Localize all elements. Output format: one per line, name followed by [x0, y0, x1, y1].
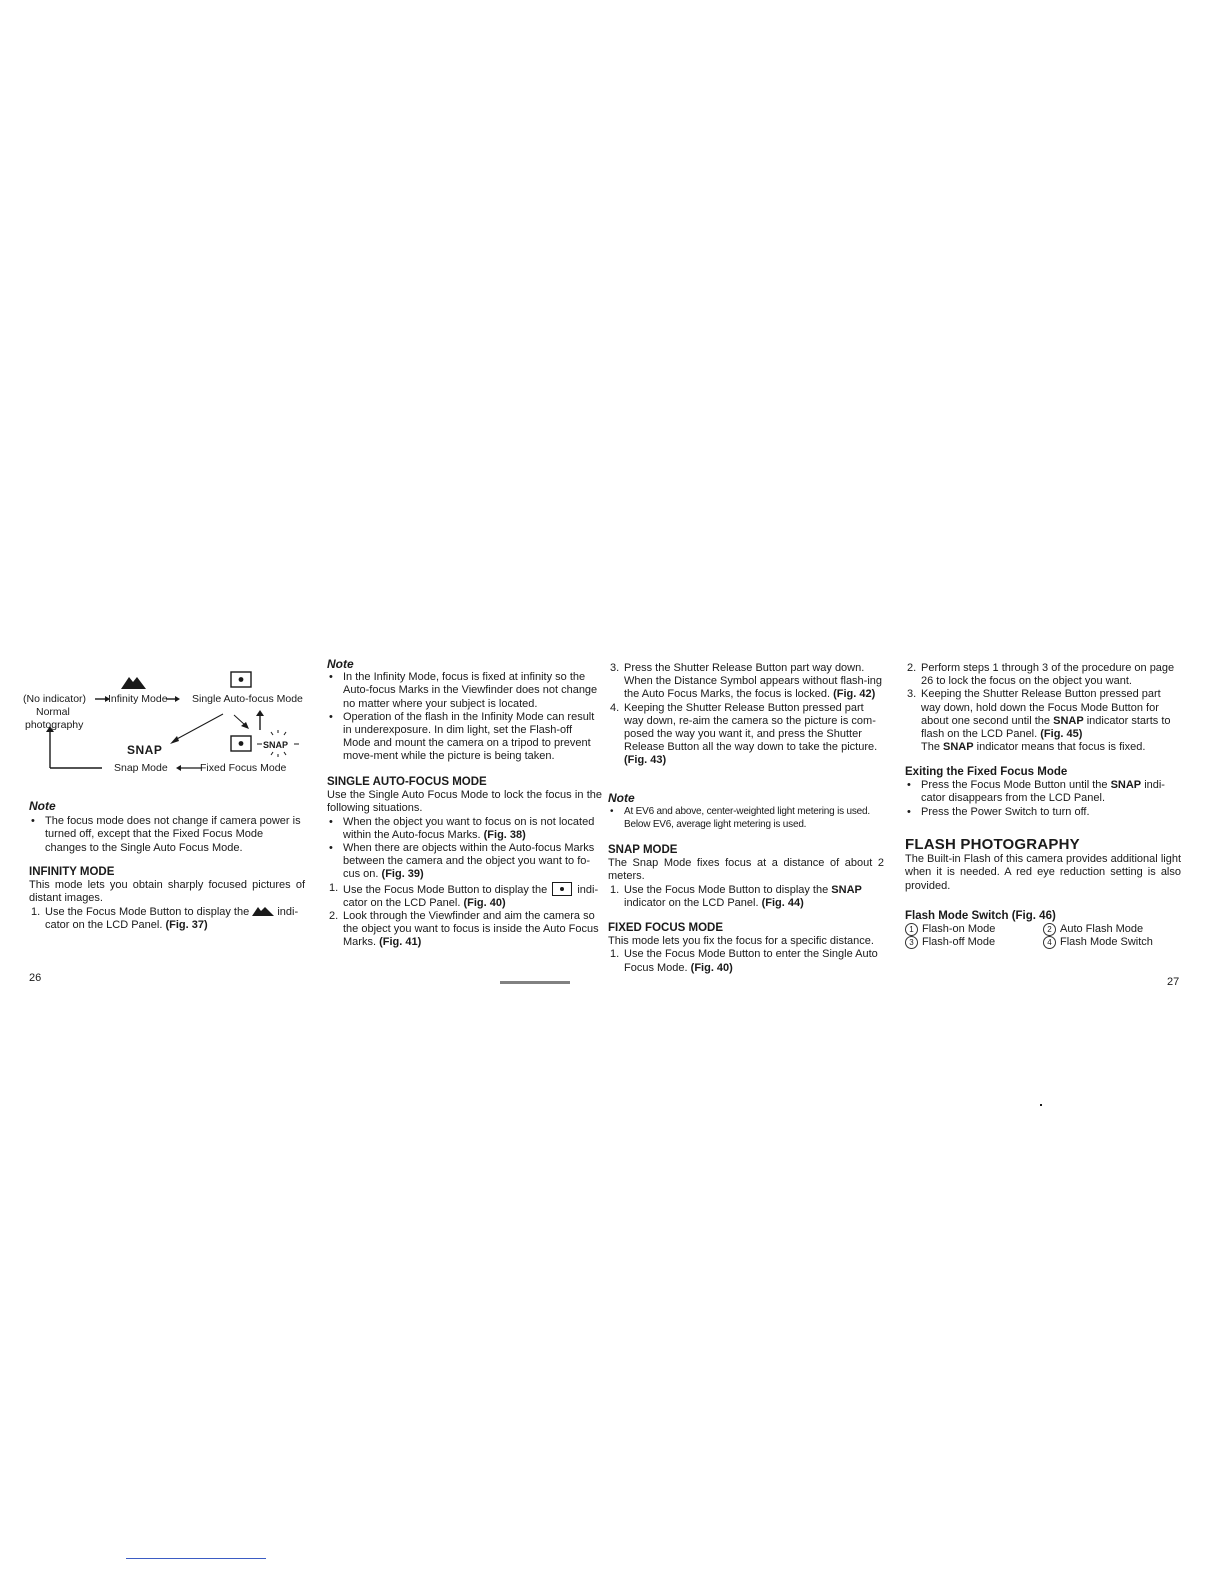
- snap-text: The Snap Mode fixes focus at a distance of about 2 meters.: [608, 857, 884, 883]
- fixed-focus-title: FIXED FOCUS MODE: [608, 922, 724, 934]
- snap-title: SNAP MODE: [608, 844, 678, 856]
- scan-artifact: [1040, 1104, 1042, 1106]
- snap-label: SNAP: [127, 743, 163, 757]
- note-bullet-1: • At EV6 and above, center-weighted light metering is used. Below EV6, average light metering is used.: [610, 806, 870, 831]
- flash-section: [905, 838, 1181, 893]
- note-title: Note: [327, 657, 354, 671]
- no-indicator-label: (No indicator): [23, 693, 87, 705]
- note-title: Note: [608, 791, 635, 805]
- legend-grid: [905, 923, 1181, 949]
- fixed-focus-text: This mode lets you fix the focus for a specific distance.: [608, 935, 874, 948]
- fixed-focus-step-2: 2. Perform steps 1 through 3 of the procedure on page 26 to lock the focus on the object you want.: [907, 662, 1175, 688]
- exit-fixed-focus-section: [905, 766, 1181, 819]
- single-af-step-1: 1. Use the Focus Mode Button to display the indi-cator on the LCD Panel. (Fig. 40): [329, 881, 599, 909]
- snap-step-1: 1. Use the Focus Mode Button to display the SNAP indicator on the LCD Panel. (Fig. 44): [610, 883, 862, 909]
- infinity-section: [29, 866, 305, 932]
- note-bullet-2: • Operation of the flash in the Infinity Mode can result in underexposure. In dim light, set the Flash-off Mode and mount the camera on a tripod to prevent move-ment while the picture is being taken.: [329, 710, 595, 763]
- af-mark-icon-2: [231, 736, 251, 751]
- fixed-focus-step-3: 3. Keeping the Shutter Release Button pressed part way down, hold down the Focus Mode Button for about one second until the SNAP indicator starts to flash on the LCD Panel. (Fig. 45) The SNAP indicator means that focus is fixed.: [907, 688, 1171, 754]
- legend-item: 3 Flash-off Mode: [905, 936, 1043, 949]
- legend-item: 1 Flash-on Mode: [905, 923, 1043, 936]
- col4-steps: [905, 662, 1181, 754]
- infinity-text: This mode lets you obtain sharply focused pictures of distant images.: [29, 879, 305, 905]
- exit-title: Exiting the Fixed Focus Mode: [905, 766, 1068, 778]
- infinity-title: INFINITY MODE: [29, 866, 115, 878]
- mountain-icon: [252, 906, 274, 916]
- scan-artifact: [126, 1558, 266, 1559]
- snap-indicator-label: SNAP: [263, 740, 289, 750]
- note-bullet-1: • In the Infinity Mode, focus is fixed at infinity so the Auto-focus Marks in the Viewfinder does not change no matter where your subject is located.: [329, 671, 598, 710]
- note-bullet: • The focus mode does not change if camera power is turned off, except that the Fixed Focus Mode changes to the Single Auto Focus Mode.: [31, 815, 301, 854]
- col2-note: [327, 658, 602, 764]
- col3-steps: [608, 662, 884, 768]
- single-af-title: SINGLE AUTO-FOCUS MODE: [327, 776, 487, 788]
- exit-bullet-1: • Press the Focus Mode Button until the SNAP indi-cator disappears from the LCD Panel.: [907, 779, 1165, 805]
- page-number-right: 27: [1167, 976, 1180, 988]
- single-af-bullet-1: • When the object you want to focus on is not located within the Auto-focus Marks. (Fig. 38): [329, 815, 595, 841]
- single-af-step-3: 3. Press the Shutter Release Button part way down. When the Distance Symbol appears without flash-ing the Auto Focus Marks, the focus is locked. (Fig. 42): [610, 662, 883, 701]
- exit-bullet-2: • Press the Power Switch to turn off.: [907, 805, 1090, 818]
- infinity-step-1: 1. Use the Focus Mode Button to display the indi-cator on the LCD Panel. (Fig. 37): [31, 905, 299, 931]
- flash-text: The Built-in Flash of this camera provides additional light when it is needed. A red eye reduction setting is also provided.: [905, 853, 1181, 892]
- single-af-text: Use the Single Auto Focus Mode to lock the focus in the following situations.: [327, 789, 602, 815]
- flash-switch-section: [905, 910, 1181, 950]
- fixed-focus-section: [608, 922, 884, 975]
- single-af-step-4: 4. Keeping the Shutter Release Button pressed part way down, re-aim the camera so the picture is com-posed the way you want it, and press the Shutter Release Button all the way down to take the picture. (Fig. 43): [610, 701, 878, 767]
- af-mark-icon: [231, 672, 251, 687]
- page-number-left: 26: [29, 972, 42, 984]
- single-af-mode-label: Single Auto-focus Mode: [192, 693, 303, 705]
- fixed-focus-step-1: 1. Use the Focus Mode Button to enter the Single Auto Focus Mode. (Fig. 40): [610, 948, 878, 974]
- fixed-focus-mode-label: Fixed Focus Mode: [200, 762, 287, 774]
- scan-artifact: [500, 981, 570, 984]
- single-af-step-2: 2. Look through the Viewfinder and aim the camera so the object you want to focus is inside the Auto Focus Marks. (Fig. 41): [329, 910, 599, 949]
- snap-section: [608, 844, 884, 910]
- flash-title: FLASH PHOTOGRAPHY: [905, 836, 1080, 853]
- infinity-mode-label: Infinity Mode: [108, 693, 168, 705]
- single-af-section: [327, 776, 602, 950]
- focus-mode-diagram: [20, 660, 320, 780]
- mountain-icon: [121, 677, 146, 689]
- normal-label: Normal: [36, 706, 70, 718]
- legend-item: 2 Auto Flash Mode: [1043, 923, 1181, 936]
- note-title: Note: [29, 799, 56, 813]
- col3-note: [608, 792, 884, 832]
- af-mark-icon: [552, 882, 572, 896]
- switch-title: Flash Mode Switch (Fig. 46): [905, 910, 1056, 922]
- snap-mode-label: Snap Mode: [114, 762, 168, 774]
- legend-item: 4 Flash Mode Switch: [1043, 936, 1181, 949]
- col1-note: [29, 800, 305, 855]
- photography-label: photography: [25, 719, 84, 731]
- single-af-bullet-2: • When there are objects within the Auto-focus Marks between the camera and the object you want to fo-cus on. (Fig. 39): [329, 842, 595, 881]
